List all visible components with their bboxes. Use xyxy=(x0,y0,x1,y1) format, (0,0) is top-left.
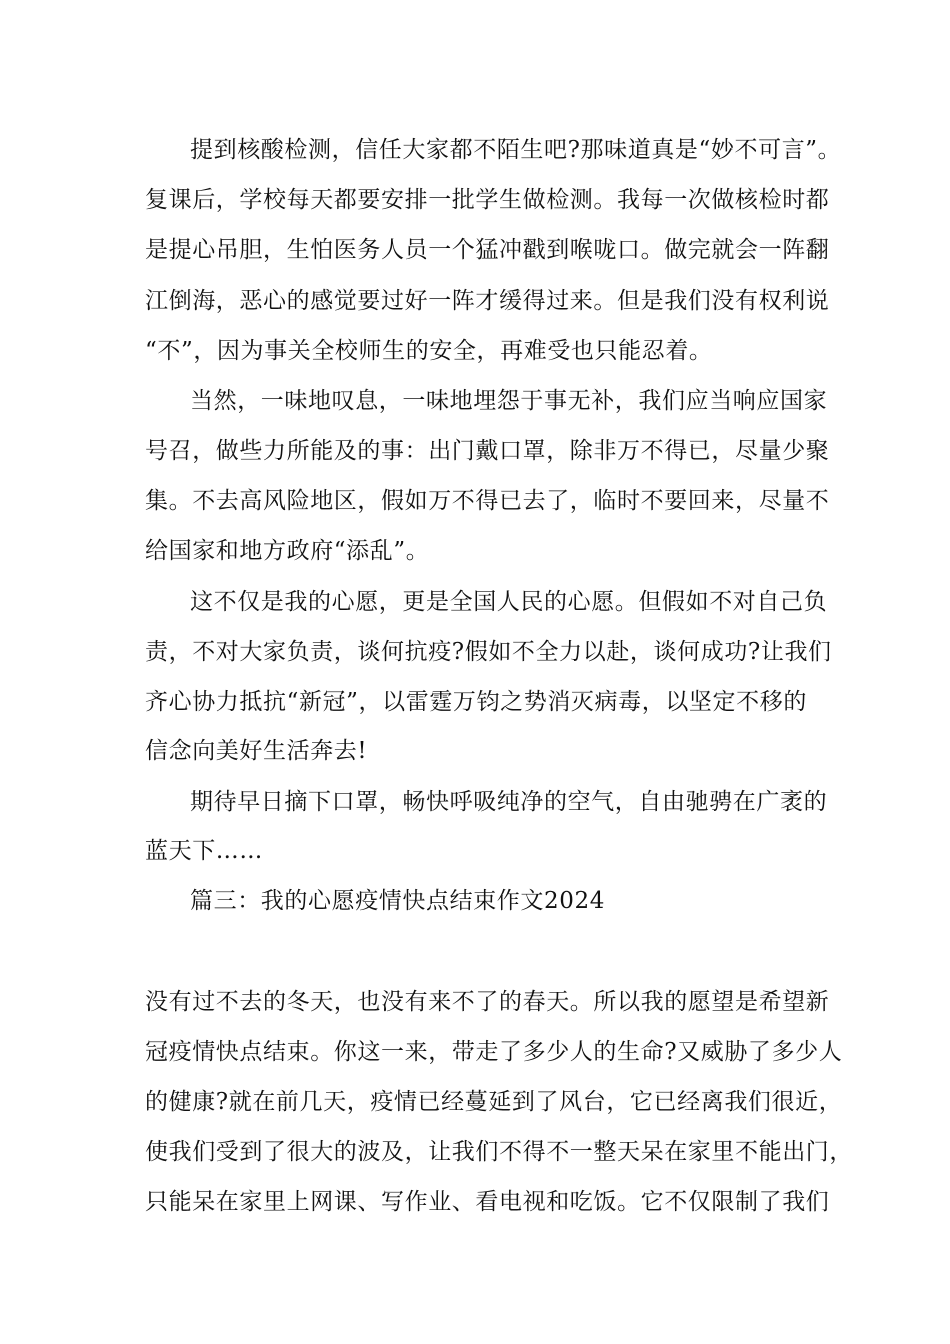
paragraph-1-line-1: 提到核酸检测，信任大家都不陌生吧?那味道真是“妙不可言”。 xyxy=(190,137,842,163)
paragraph-1-line-3: 是提心吊胆，生怕医务人员一个猛冲戳到喉咙口。做完就会一阵翻 xyxy=(145,237,830,263)
paragraph-1-line-5: “不”，因为事关全校师生的安全，再难受也只能忍着。 xyxy=(145,338,713,364)
paragraph-2-line-1: 当然，一味地叹息，一味地埋怨于事无补，我们应当响应国家 xyxy=(190,388,828,414)
paragraph-4-line-2: 蓝天下…… xyxy=(145,838,263,864)
paragraph-5-line-3: 的健康?就在前几天，疫情已经蔓延到了风台，它已经离我们很近， xyxy=(145,1089,843,1115)
paragraph-5-line-2: 冠疫情快点结束。你这一来，带走了多少人的生命?又威胁了多少人 xyxy=(145,1039,843,1065)
paragraph-2-line-2: 号召，做些力所能及的事：出门戴口罩，除非万不得已，尽量少聚 xyxy=(145,438,830,464)
paragraph-1-line-2: 复课后，学校每天都要安排一批学生做检测。我每一次做核检时都 xyxy=(145,187,830,213)
paragraph-3-line-4: 信念向美好生活奔去! xyxy=(145,738,368,764)
paragraph-2-line-3: 集。不去高风险地区，假如万不得已去了，临时不要回来，尽量不 xyxy=(145,488,830,514)
paragraph-3-line-1: 这不仅是我的心愿，更是全国人民的心愿。但假如不对自己负 xyxy=(190,589,828,615)
paragraph-3-line-2: 责，不对大家负责，谈何抗疫?假如不全力以赴，谈何成功?让我们 xyxy=(145,639,832,665)
paragraph-5-line-4: 使我们受到了很大的波及，让我们不得不一整天呆在家里不能出门， xyxy=(145,1139,853,1165)
paragraph-1-line-4: 江倒海，恶心的感觉要过好一阵才缓得过来。但是我们没有权利说 xyxy=(145,288,830,314)
paragraph-4-line-1: 期待早日摘下口罩，畅快呼吸纯净的空气，自由驰骋在广袤的 xyxy=(190,789,828,815)
paragraph-5-line-1: 没有过不去的冬天，也没有来不了的春天。所以我的愿望是希望新 xyxy=(145,989,830,1015)
section-heading: 篇三：我的心愿疫情快点结束作文2024 xyxy=(190,888,605,914)
paragraph-3-line-3: 齐心协力抵抗“新冠”，以雷霆万钧之势消灭病毒，以坚定不移的 xyxy=(145,689,807,715)
paragraph-5-line-5: 只能呆在家里上网课、写作业、看电视和吃饭。它不仅限制了我们 xyxy=(145,1189,830,1215)
paragraph-2-line-4: 给国家和地方政府“添乱”。 xyxy=(145,538,430,564)
